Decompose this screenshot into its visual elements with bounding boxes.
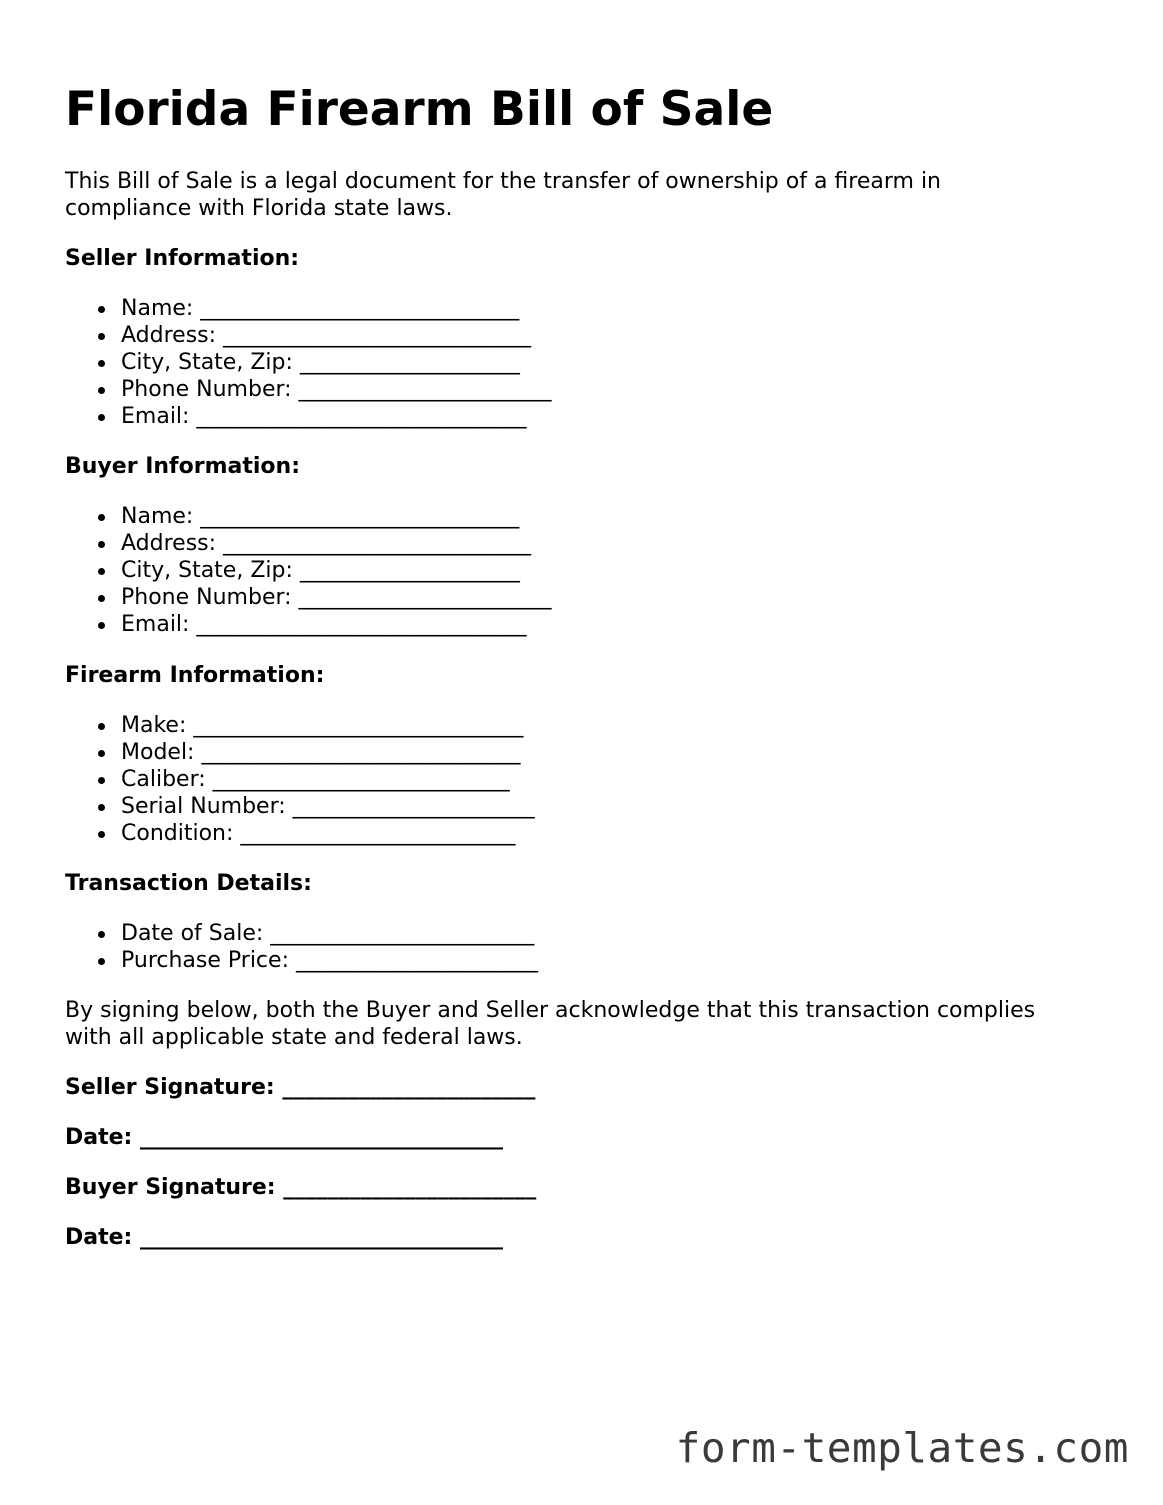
- firearm-fields: [65, 712, 535, 847]
- buyer-date-line: Date: _________________________________: [65, 1225, 504, 1250]
- buyer-phone-field: Phone Number: _______________________: [65, 584, 552, 611]
- firearm-heading: Firearm Information:: [65, 663, 325, 688]
- transaction-fields: [65, 920, 538, 974]
- seller-signature-line: Seller Signature: _______________________: [65, 1075, 536, 1100]
- bullet-icon: [98, 831, 105, 838]
- bullet-icon: [98, 931, 105, 938]
- buyer-city-field: City, State, Zip: ____________________: [65, 557, 552, 584]
- bullet-icon: [98, 777, 105, 784]
- bullet-icon: [98, 387, 105, 394]
- buyer-email-field: Email: ______________________________: [65, 611, 552, 638]
- bullet-icon: [98, 514, 105, 521]
- seller-address-field: Address: ____________________________: [65, 322, 552, 349]
- bullet-icon: [98, 414, 105, 421]
- bullet-icon: [98, 622, 105, 629]
- transaction-heading: Transaction Details:: [65, 871, 312, 896]
- bullet-icon: [98, 568, 105, 575]
- watermark: form-templates.com: [675, 1424, 1129, 1472]
- seller-city-field: City, State, Zip: ____________________: [65, 349, 552, 376]
- transaction-date-field: Date of Sale: ________________________: [65, 920, 538, 947]
- transaction-price-field: Purchase Price: ______________________: [65, 947, 538, 974]
- bullet-icon: [98, 750, 105, 757]
- bullet-icon: [98, 595, 105, 602]
- bullet-icon: [98, 541, 105, 548]
- buyer-heading: Buyer Information:: [65, 454, 300, 479]
- seller-fields: [65, 295, 552, 430]
- closing-paragraph: By signing below, both the Buyer and Seller acknowledge that this transaction complies with all applicable state and federal laws.: [65, 998, 1036, 1050]
- firearm-make-field: Make: ______________________________: [65, 712, 535, 739]
- bullet-icon: [98, 333, 105, 340]
- firearm-condition-field: Condition: _________________________: [65, 820, 535, 847]
- document-title: Florida Firearm Bill of Sale: [65, 82, 774, 137]
- firearm-serial-field: Serial Number: ______________________: [65, 793, 535, 820]
- buyer-signature-line: Buyer Signature: _______________________: [65, 1175, 537, 1200]
- firearm-caliber-field: Caliber: ___________________________: [65, 766, 535, 793]
- seller-date-line: Date: _________________________________: [65, 1125, 504, 1150]
- bullet-icon: [98, 360, 105, 367]
- buyer-address-field: Address: ____________________________: [65, 530, 552, 557]
- seller-name-field: Name: _____________________________: [65, 295, 552, 322]
- seller-heading: Seller Information:: [65, 246, 300, 271]
- bullet-icon: [98, 723, 105, 730]
- bullet-icon: [98, 306, 105, 313]
- bullet-icon: [98, 804, 105, 811]
- buyer-name-field: Name: _____________________________: [65, 503, 552, 530]
- firearm-model-field: Model: _____________________________: [65, 739, 535, 766]
- seller-phone-field: Phone Number: _______________________: [65, 376, 552, 403]
- bullet-icon: [98, 958, 105, 965]
- seller-email-field: Email: ______________________________: [65, 403, 552, 430]
- intro-paragraph: This Bill of Sale is a legal document for the transfer of ownership of a firearm in compliance with Florida state laws.: [65, 169, 942, 221]
- buyer-fields: [65, 503, 552, 638]
